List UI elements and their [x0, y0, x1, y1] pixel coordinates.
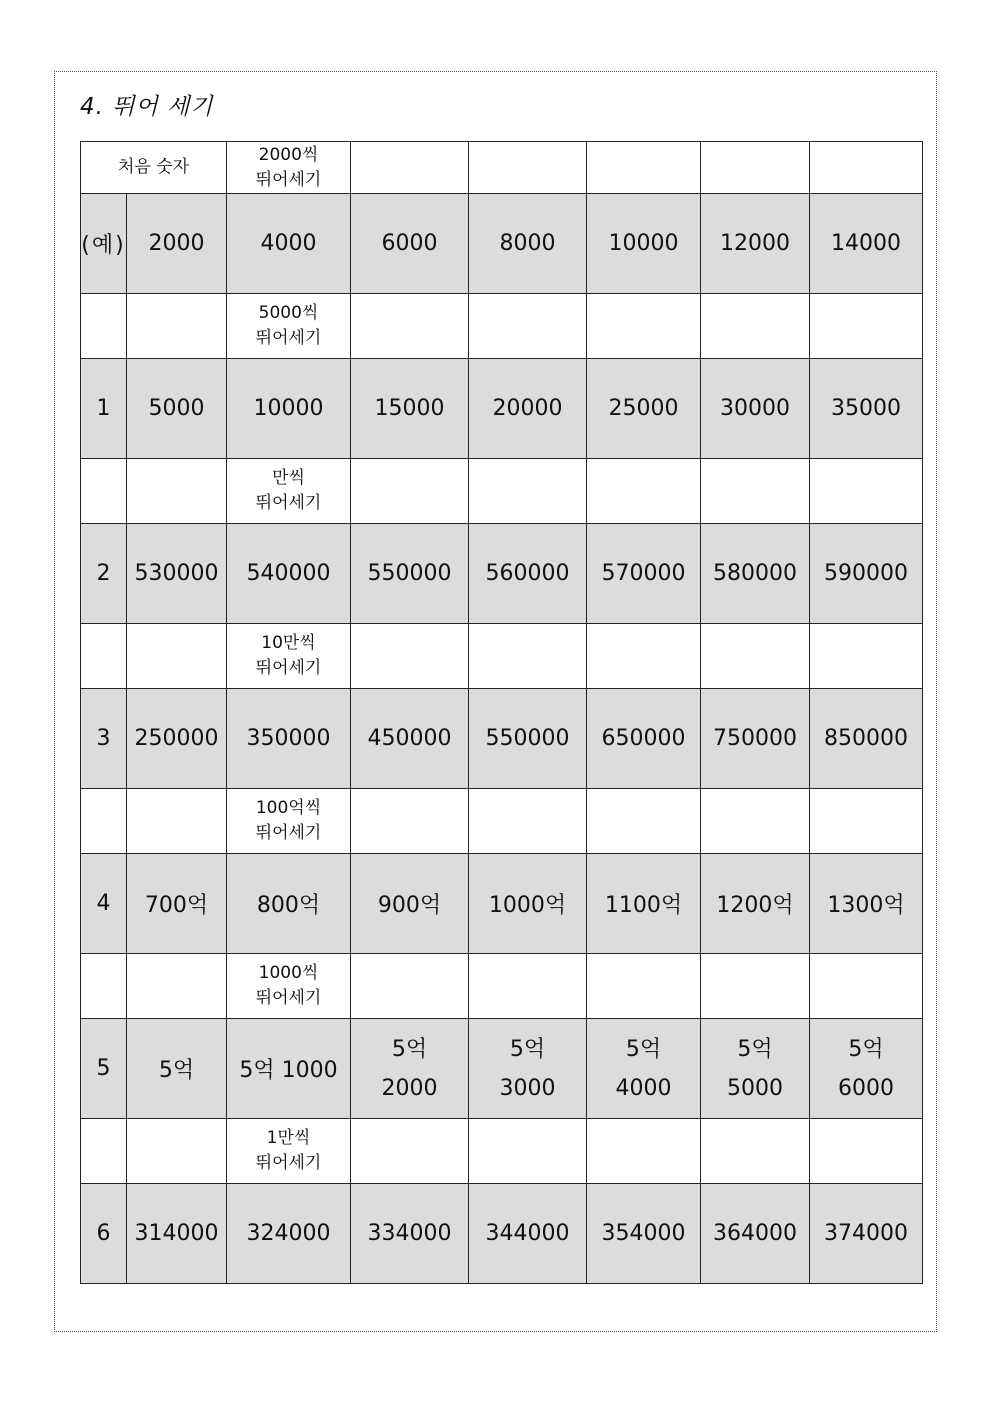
empty-cell — [469, 459, 587, 524]
number-cell-line2: 2000 — [381, 1075, 438, 1101]
empty-cell — [587, 142, 701, 194]
empty-cell — [127, 789, 227, 854]
number-cell: 560000 — [469, 524, 587, 624]
empty-cell — [469, 1119, 587, 1184]
number-cell: 350000 — [227, 689, 351, 789]
empty-cell — [701, 789, 810, 854]
empty-cell — [701, 624, 810, 689]
empty-cell — [81, 954, 127, 1019]
number-cell: 900억 — [351, 854, 469, 954]
number-cell: 314000 — [127, 1184, 227, 1284]
step-label-line2: 뛰어세기 — [255, 988, 322, 1008]
empty-cell — [810, 954, 923, 1019]
number-cell: 30000 — [701, 359, 810, 459]
number-cell: 334000 — [351, 1184, 469, 1284]
step-label-row — [81, 1119, 923, 1184]
number-cell: 374000 — [810, 1184, 923, 1284]
number-cell: 1300억 — [810, 854, 923, 954]
empty-cell — [127, 1119, 227, 1184]
empty-cell — [81, 1119, 127, 1184]
number-cell-line1: 5억 — [625, 1036, 662, 1062]
empty-cell — [351, 459, 469, 524]
empty-cell — [127, 459, 227, 524]
step-label-line2: 뛰어세기 — [255, 328, 322, 348]
step-label-line2: 뛰어세기 — [255, 823, 322, 843]
step-label-line1: 만씩 — [272, 468, 305, 488]
number-cell: 20000 — [469, 359, 587, 459]
empty-cell — [701, 459, 810, 524]
number-cell: 800억 — [227, 854, 351, 954]
empty-cell — [127, 624, 227, 689]
number-cell-line2: 5000 — [727, 1075, 783, 1101]
number-cell: 1100억 — [587, 854, 701, 954]
number-cell: 4000 — [227, 194, 351, 294]
number-cell: 1200억 — [701, 854, 810, 954]
step-label-cell — [227, 1119, 351, 1184]
number-cell: 5억 — [127, 1019, 227, 1119]
number-cell: 8000 — [469, 194, 587, 294]
step-label-line1: 5000씩 — [258, 303, 319, 323]
number-cell: 530000 — [127, 524, 227, 624]
number-row — [81, 854, 923, 954]
number-cell: 35000 — [810, 359, 923, 459]
row-index: 6 — [81, 1184, 127, 1284]
empty-cell — [127, 294, 227, 359]
empty-cell — [810, 294, 923, 359]
number-cell: 590000 — [810, 524, 923, 624]
empty-cell — [469, 789, 587, 854]
empty-cell — [810, 624, 923, 689]
number-cell: 850000 — [810, 689, 923, 789]
number-cell: 540000 — [227, 524, 351, 624]
step-label-line1: 2000씩 — [258, 144, 319, 165]
empty-cell — [81, 459, 127, 524]
empty-cell — [127, 954, 227, 1019]
step-label-row — [81, 294, 923, 359]
row-index: 1 — [81, 359, 127, 459]
row-index: 4 — [81, 854, 127, 954]
number-cell-line1: 5억 — [848, 1036, 884, 1062]
step-label-cell — [227, 624, 351, 689]
row-index: (예) — [81, 194, 127, 294]
number-cell: 5억 1000 — [227, 1019, 351, 1119]
empty-cell — [810, 142, 923, 194]
section-title: 4. 뛰어 세기 — [80, 94, 214, 120]
empty-cell — [81, 624, 127, 689]
step-label-line2: 뛰어세기 — [255, 1153, 322, 1173]
step-label-line1: 100억씩 — [255, 798, 322, 818]
number-cell — [351, 1019, 469, 1119]
empty-cell — [351, 1119, 469, 1184]
number-cell — [469, 1019, 587, 1119]
number-cell: 700억 — [127, 854, 227, 954]
empty-cell — [587, 459, 701, 524]
empty-cell — [351, 954, 469, 1019]
empty-cell — [701, 294, 810, 359]
empty-cell — [587, 624, 701, 689]
step-label-line1: 1만씩 — [266, 1128, 311, 1148]
number-cell: 12000 — [701, 194, 810, 294]
step-label-row — [81, 954, 923, 1019]
number-cell-line1: 5억 — [391, 1036, 428, 1062]
empty-cell — [351, 624, 469, 689]
row-index: 5 — [81, 1019, 127, 1119]
empty-cell — [469, 624, 587, 689]
number-cell: 364000 — [701, 1184, 810, 1284]
empty-cell — [351, 789, 469, 854]
skip-counting-table — [80, 141, 923, 1284]
number-cell-line1: 5억 — [737, 1036, 773, 1062]
number-cell — [810, 1019, 923, 1119]
number-cell: 15000 — [351, 359, 469, 459]
step-label-cell — [227, 459, 351, 524]
empty-cell — [810, 1119, 923, 1184]
empty-cell — [810, 459, 923, 524]
number-row — [81, 1184, 923, 1284]
number-cell: 14000 — [810, 194, 923, 294]
number-cell: 10000 — [587, 194, 701, 294]
number-cell: 750000 — [701, 689, 810, 789]
step-label-row — [81, 624, 923, 689]
empty-cell — [810, 789, 923, 854]
number-cell: 354000 — [587, 1184, 701, 1284]
number-cell-line2: 3000 — [499, 1075, 556, 1101]
number-row — [81, 1019, 923, 1119]
number-cell-line2: 4000 — [615, 1075, 672, 1101]
number-row — [81, 359, 923, 459]
start-number-header: 처음 숫자 — [81, 142, 227, 194]
empty-cell — [587, 294, 701, 359]
empty-cell — [587, 954, 701, 1019]
number-cell: 324000 — [227, 1184, 351, 1284]
row-index: 2 — [81, 524, 127, 624]
number-cell: 1000억 — [469, 854, 587, 954]
empty-cell — [81, 789, 127, 854]
header-row — [81, 142, 923, 194]
step-label-row — [81, 459, 923, 524]
number-cell: 344000 — [469, 1184, 587, 1284]
number-row — [81, 194, 923, 294]
step-label-cell — [227, 294, 351, 359]
number-cell: 580000 — [701, 524, 810, 624]
step-label-line1: 10만씩 — [261, 633, 316, 653]
number-cell: 650000 — [587, 689, 701, 789]
empty-cell — [81, 294, 127, 359]
step-label-cell — [227, 954, 351, 1019]
step-label-line2: 뛰어세기 — [255, 493, 322, 513]
number-cell: 250000 — [127, 689, 227, 789]
empty-cell — [701, 142, 810, 194]
number-cell: 2000 — [127, 194, 227, 294]
number-row — [81, 689, 923, 789]
empty-cell — [587, 1119, 701, 1184]
step-label-cell — [227, 142, 351, 194]
empty-cell — [701, 954, 810, 1019]
step-label-line2: 뛰어세기 — [255, 169, 322, 190]
number-cell: 550000 — [469, 689, 587, 789]
number-cell — [587, 1019, 701, 1119]
step-label-line1: 1000씩 — [258, 963, 319, 983]
step-label-line2: 뛰어세기 — [255, 658, 322, 678]
step-label-row — [81, 789, 923, 854]
empty-cell — [469, 294, 587, 359]
number-cell: 6000 — [351, 194, 469, 294]
empty-cell — [587, 789, 701, 854]
number-cell: 450000 — [351, 689, 469, 789]
number-cell-line1: 5억 — [509, 1036, 546, 1062]
row-index: 3 — [81, 689, 127, 789]
empty-cell — [351, 142, 469, 194]
number-cell: 5000 — [127, 359, 227, 459]
number-cell: 570000 — [587, 524, 701, 624]
empty-cell — [469, 142, 587, 194]
empty-cell — [351, 294, 469, 359]
empty-cell — [469, 954, 587, 1019]
number-cell — [701, 1019, 810, 1119]
number-cell-line2: 6000 — [838, 1075, 894, 1101]
number-cell: 10000 — [227, 359, 351, 459]
number-cell: 550000 — [351, 524, 469, 624]
step-label-cell — [227, 789, 351, 854]
empty-cell — [701, 1119, 810, 1184]
number-row — [81, 524, 923, 624]
number-cell: 25000 — [587, 359, 701, 459]
